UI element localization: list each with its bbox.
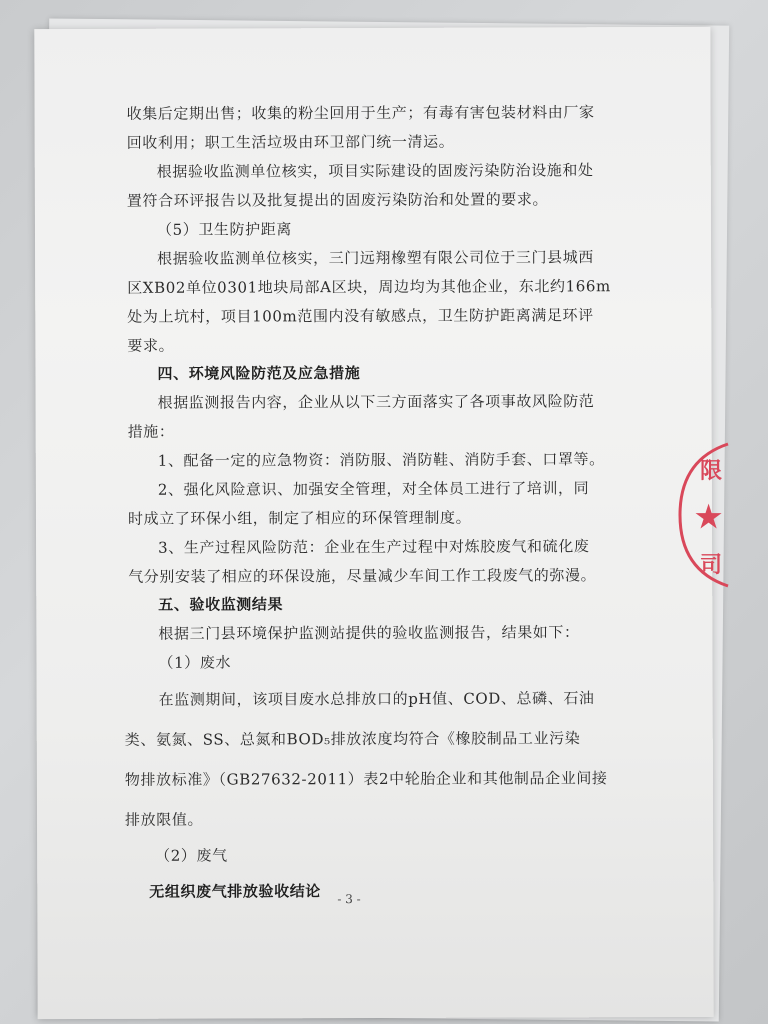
text-line: 处为上坑村，项目100m范围内没有敏感点，卫生防护距离满足环评 bbox=[127, 306, 594, 326]
text-line: 类、氨氮、SS、总氮和BOD₅排放浓度均符合《橡胶制品工业污染 bbox=[124, 729, 581, 749]
list-item: 1、配备一定的应急物资：消防服、消防鞋、消防手套、口罩等。 bbox=[157, 450, 605, 470]
text-line: 在监测期间，该项目废水总排放口的pH值、COD、总磷、石油 bbox=[158, 689, 595, 709]
text-line: 措施： bbox=[127, 422, 175, 441]
page-number: - 3 - bbox=[337, 892, 361, 907]
text-line: 收集后定期出售；收集的粉尘回用于生产；有毒有害包装材料由厂家 bbox=[126, 103, 595, 123]
seal-star-icon: ★ bbox=[695, 500, 722, 535]
subsection-heading: （1）废水 bbox=[158, 653, 232, 672]
text-line: 物排放标准》（GB27632-2011）表2中轮胎企业和其他制品企业间接 bbox=[124, 769, 608, 789]
seal-char: 司 bbox=[699, 552, 722, 578]
document-page bbox=[34, 27, 713, 1019]
subsection-heading: （2）废气 bbox=[155, 846, 228, 865]
text-line: 气分别安装了相应的环保设施，尽量减少车间工作工段废气的弥漫。 bbox=[128, 566, 597, 586]
text-line: 排放限值。 bbox=[125, 810, 204, 829]
text-line: 根据验收监测单位核实，项目实际建设的固废污染防治设施和处 bbox=[156, 161, 594, 181]
subsection-heading: 无组织废气排放验收结论 bbox=[149, 882, 321, 901]
red-seal-stamp bbox=[670, 440, 730, 590]
text-line: 根据监测报告内容，企业从以下三方面落实了各项事故风险防范 bbox=[157, 392, 595, 412]
seal-char: 限 bbox=[699, 458, 722, 484]
text-line: 置符合环评报告以及批复提出的固废污染防治和处置的要求。 bbox=[126, 190, 549, 210]
text-line: 时成立了环保小组，制定了相应的环保管理制度。 bbox=[127, 508, 472, 528]
text-line: 要求。 bbox=[127, 336, 175, 355]
text-line: 根据三门县环境保护监测站提供的验收监测报告，结果如下： bbox=[158, 623, 580, 643]
section-heading: 四、环境风险防范及应急措施 bbox=[157, 364, 361, 383]
section-heading: 五、验收监测结果 bbox=[158, 595, 284, 614]
text-line: 回收利用；职工生活垃圾由环卫部门统一清运。 bbox=[126, 132, 455, 152]
list-item: 3、生产过程风险防范：企业在生产过程中对炼胶废气和硫化废 bbox=[158, 537, 590, 557]
list-item: 2、强化风险意识、加强安全管理，对全体员工进行了培训，同 bbox=[157, 479, 590, 499]
text-line: 区XB02单位0301地块局部A区块，周边均为其他企业，东北约166m bbox=[127, 277, 611, 297]
text-line: 根据验收监测单位核实，三门远翔橡塑有限公司位于三门县城西 bbox=[157, 248, 594, 268]
section-heading: （5）卫生防护距离 bbox=[156, 220, 292, 239]
